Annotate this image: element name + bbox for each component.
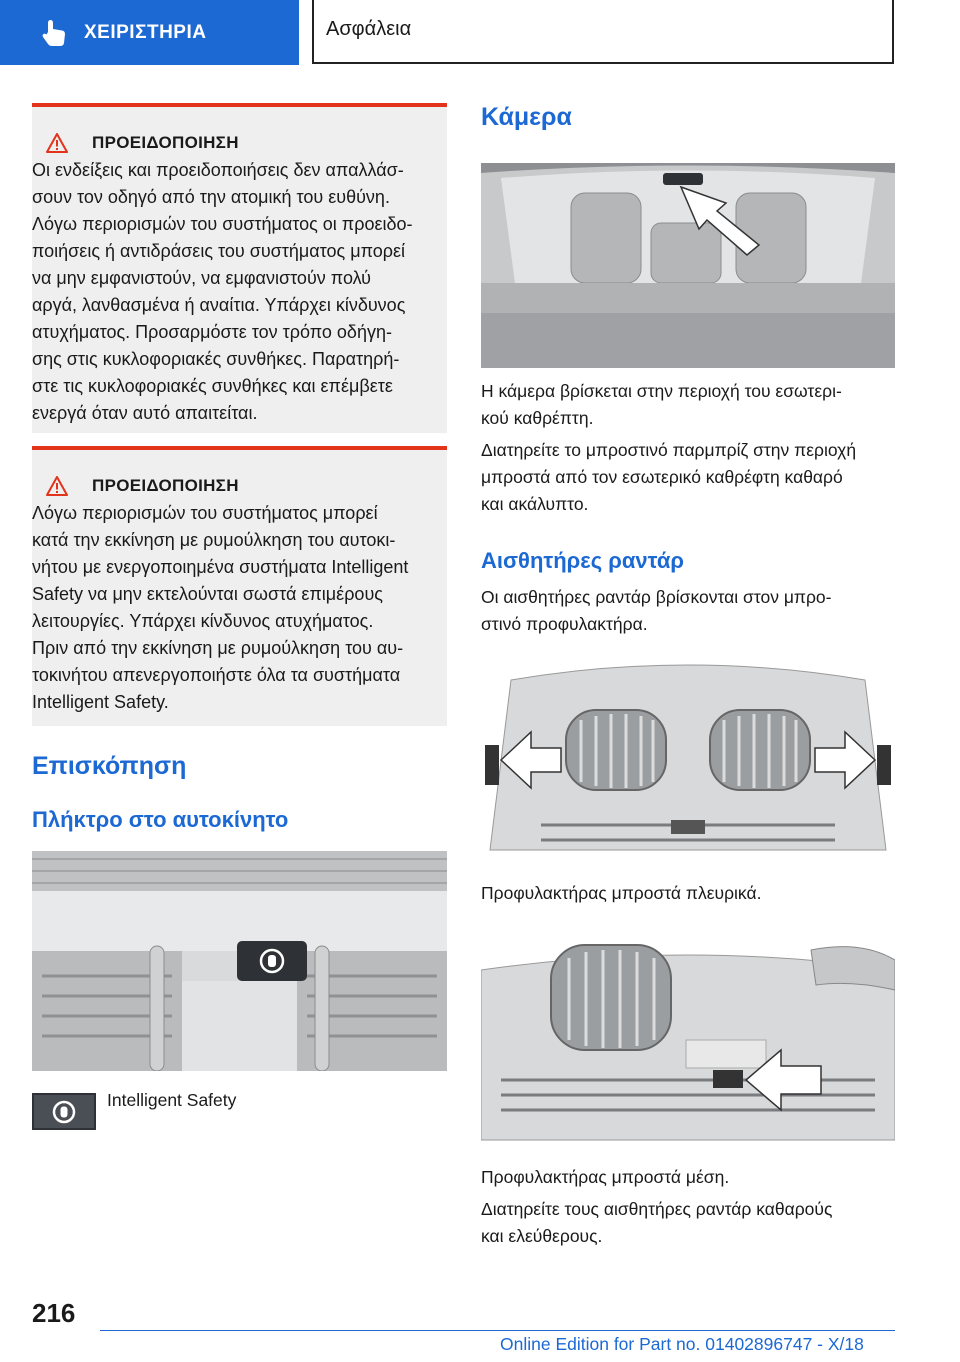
caption-bumper-middle: Προφυλακτήρας μπροστά μέση. (481, 1167, 730, 1187)
front-bumper-middle-figure (481, 930, 895, 1152)
radar-keep-clear-text: Διατηρείτε τους αισθητήρες ραντάρ καθαρούς και ελεύθερους. (481, 1199, 833, 1246)
intelligent-safety-button-image (32, 1093, 96, 1130)
camera-heading: Κάμερα (481, 103, 572, 131)
warning-triangle-icon (46, 476, 68, 496)
warning-triangle-icon (46, 133, 68, 153)
camera-windshield-figure (481, 163, 895, 368)
dashboard-button-figure (32, 851, 447, 1071)
hand-pointer-icon (40, 18, 70, 48)
radar-sensors-heading: Αισθητήρες ραντάρ (481, 548, 684, 573)
button-caption: Intelligent Safety (107, 1090, 237, 1110)
chapter-tab[interactable] (0, 0, 299, 65)
camera-location-text: Η κάμερα βρίσκεται στην περιοχή του εσωτερι- κού καθρέπτη. (481, 381, 842, 428)
page-number: 216 (32, 1298, 76, 1328)
chapter-tab-label: ΧΕΙΡΙΣΤΗΡΙΑ (84, 21, 207, 43)
warning-title: ΠΡΟΕΙΔΟΠΟΙΗΣΗ (92, 476, 239, 495)
edition-link[interactable]: Online Edition for Part no. 01402896747 - X/18 (500, 1334, 864, 1354)
intelligent-safety-icon (51, 1099, 77, 1125)
warning-body: Οι ενδείξεις και προειδοποιήσεις δεν απαλλάσ- σουν τον οδηγό από την ατομική του ευθύνη. Λόγω περιορισμών του συστήματος οι προειδο- ποιήσεις ή αντιδράσεις του συστήματος μπορεί να μην εμφανιστούν, να εμφανιστούν πολύ αργά, λανθασμένα ή αναίτια. Υπάρχει κίνδυνος ατυχήματος. Προσαρμόστε τον τρόπο οδήγη- σης στις κυκλοφοριακές συνθήκες. Παρατηρή- στε τις κυκλοφοριακές συνθήκες και επέμβετε ενεργά όταν αυτό απαιτείται. (32, 160, 413, 423)
warning-body: Λόγω περιορισμών του συστήματος μπορεί κατά την εκκίνηση με ρυμούλκηση του αυτοκι- νήτου με ενεργοποιημένα συστήματα Intelligent Safety να μην εκτελούνται σωστά επιμέρους λειτουργίες. Υπάρχει κίνδυνος ατυχήματος. Πριν από την εκκίνηση με ρυμούλκηση του αυ- τοκινήτου απενεργοποιήστε όλα τα συστήματα Intelligent Safety. (32, 503, 409, 712)
footer-line (100, 1330, 895, 1331)
warning-box-2 (32, 446, 447, 726)
caption-bumper-side: Προφυλακτήρας μπροστά πλευρικά. (481, 883, 762, 903)
radar-location-text: Οι αισθητήρες ραντάρ βρίσκονται στον μπρο- στινό προφυλακτήρα. (481, 587, 832, 634)
button-in-car-heading: Πλήκτρο στο αυτοκίνητο (32, 807, 289, 832)
overview-heading: Επισκόπηση (32, 752, 187, 780)
section-title: Ασφάλεια (326, 18, 412, 40)
warning-box-1 (32, 103, 447, 433)
camera-keep-clear-text: Διατηρείτε το μπροστινό παρμπρίζ στην περιοχή μπροστά από τον εσωτερικό καθρέφτη καθαρό και ακάλυπτο. (481, 440, 857, 514)
warning-title: ΠΡΟΕΙΔΟΠΟΙΗΣΗ (92, 133, 239, 152)
front-bumper-side-figure (481, 650, 895, 868)
